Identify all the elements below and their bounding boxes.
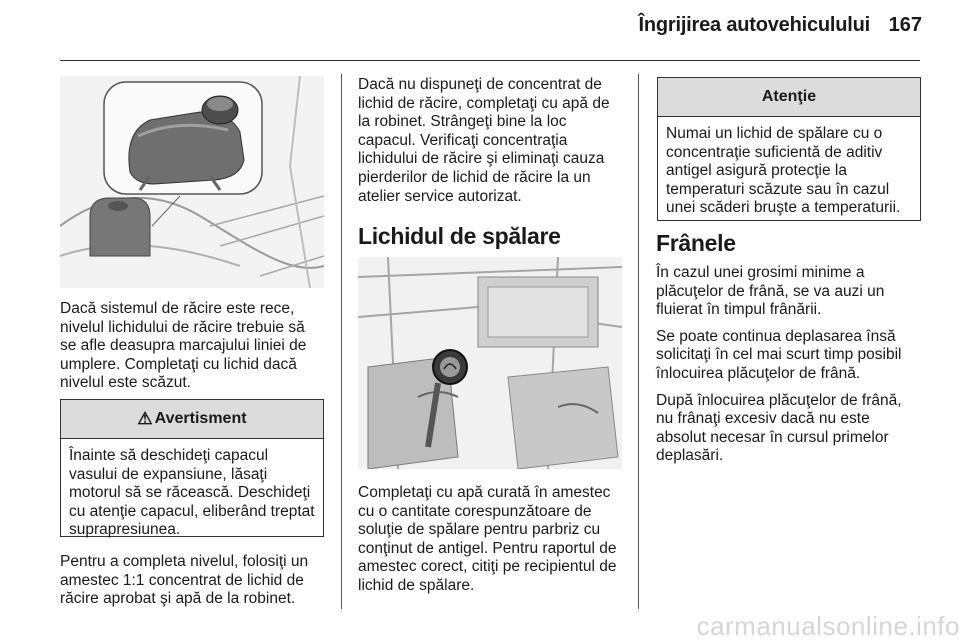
attention-box [657, 77, 921, 221]
page-number: 167 [888, 14, 922, 36]
page-header-title: Îngrijirea autovehiculului [638, 14, 870, 36]
header-divider [60, 60, 920, 61]
brakes-heading: Frânele [656, 230, 736, 256]
washer-fluid-reservoir-illustration [358, 257, 622, 469]
watermark: carmanualsonline.info [696, 611, 960, 641]
attention-box-header [658, 78, 920, 117]
coolant-water-paragraph: Dacă nu dispuneţi de concentrat de lichid de răcire, completaţi cu apă de la robinet. Strângeţi bine la loc capacul. Verificaţi concentraţia lichidului de răcire şi eliminaţi cauza pierderilor de lichid de răcire la un atelier service autorizat. [358, 76, 610, 205]
washer-fluid-heading: Lichidul de spălare [358, 223, 561, 249]
brakes-paragraph-2: Se poate continua deplasarea însă solicitaţi în cel mai scurt timp posibil înlocuirea plăcuţelor de frână. [656, 327, 902, 382]
coolant-level-paragraph: Dacă sistemul de răcire este rece, nivelul lichidului de răcire trebuie să se afle deasupra marcajului liniei de umplere. Completaţi cu lichid dacă nivelul este scăzut. [60, 300, 307, 392]
attention-box-text: Numai un lichid de spălare cu o concentraţie suficientă de aditiv antigel asigură protecţie la temperaturi scăzute sau în cazul unei scăderi bruşte a temperaturii. [666, 125, 901, 217]
column-divider-1 [341, 74, 342, 609]
warning-triangle-icon: ⚠ [137, 409, 153, 428]
washer-fluid-paragraph: Completaţi cu apă curată în amestec cu o cantitate corespunzătoare de soluţie de spălare pentru parbriz cu conţinut de antigel. Pentru raportul de amestec corect, citiţi pe recipientul de lichid de spălare. [358, 484, 617, 594]
brakes-paragraph-3: După înlocuirea plăcuţelor de frână, nu frânaţi excesiv dacă nu este absolut necesar în cursul primelor deplasări. [656, 391, 902, 465]
column-divider-2 [638, 74, 639, 609]
warning-box [60, 399, 324, 537]
warning-box-text: Înainte să deschideţi capacul vasului de expansiune, lăsaţi motorul să se răcească. Deschideţi cu atenţie capacul, eliberând treptat suprapresiunea. [69, 447, 315, 539]
warning-box-header [61, 400, 323, 439]
attention-box-title: Atenţie [761, 88, 817, 105]
warning-box-title: Avertisment [154, 410, 247, 427]
brakes-paragraph-1: În cazul unei grosimi minime a plăcuţelor de frână, se va auzi un fluierat în timpul frânării. [656, 264, 885, 319]
coolant-reservoir-illustration [60, 76, 324, 288]
coolant-mix-paragraph: Pentru a completa nivelul, folosiţi un amestec 1:1 concentrat de lichid de răcire aprobat şi apă de la robinet. [60, 553, 309, 608]
